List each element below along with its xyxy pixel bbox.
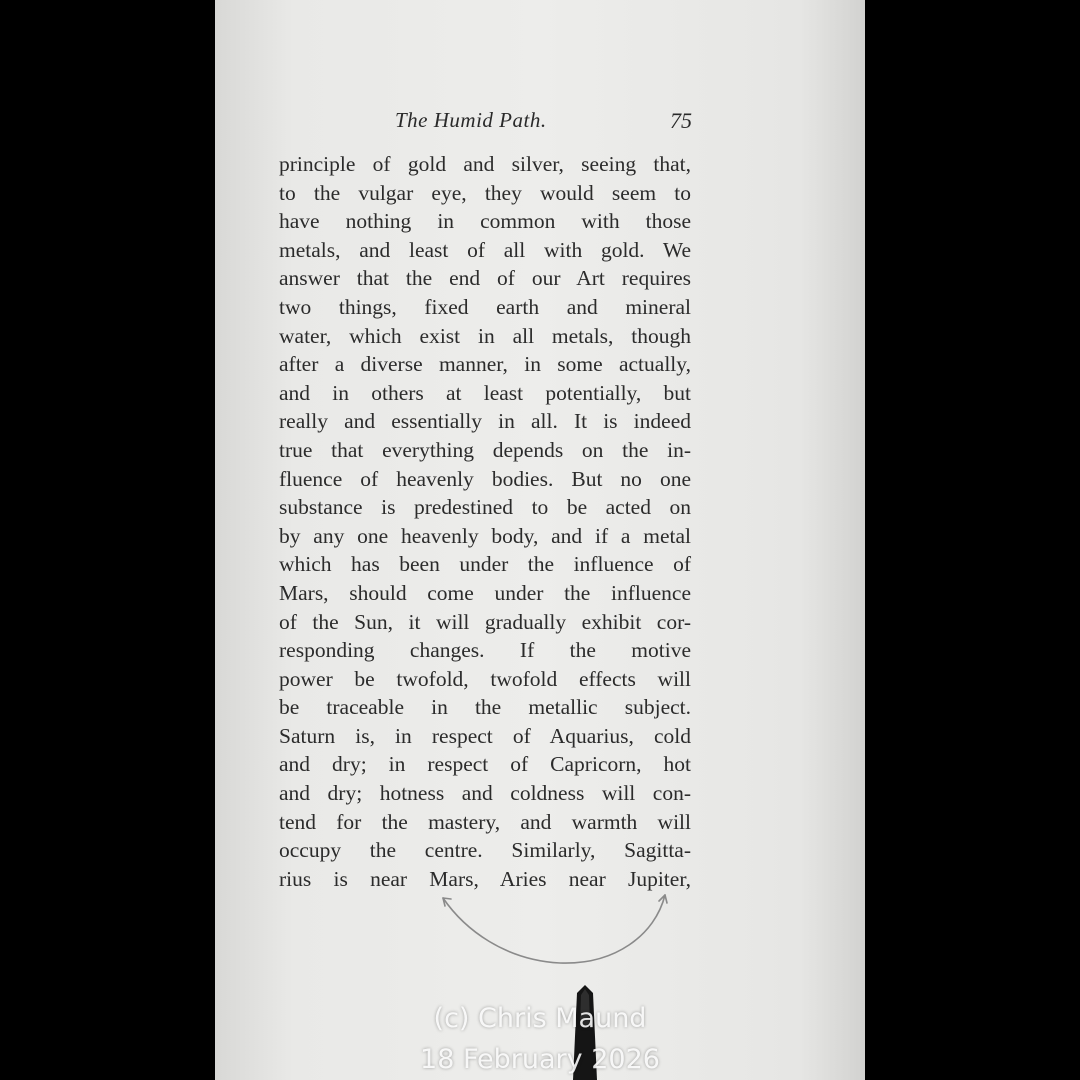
text-line: which has been under the influence of	[279, 552, 691, 577]
text-line: fluence of heavenly bodies. But no one	[279, 466, 691, 491]
text-line: and in others at least potentially, but	[279, 380, 691, 405]
text-line: metals, and least of all with gold. We	[279, 237, 691, 262]
text-line: to the vulgar eye, they would seem to	[279, 180, 691, 205]
watermark-date: 18 February 2026	[420, 1044, 660, 1075]
pencil-arc-mark	[215, 0, 865, 1080]
text-line: Mars, should come under the influence	[279, 580, 691, 605]
text-line: water, which exist in all metals, though	[279, 323, 691, 348]
text-line: be traceable in the metallic subject.	[279, 695, 691, 720]
text-line: occupy the centre. Similarly, Sagitta-	[279, 838, 691, 863]
text-line: two things, fixed earth and mineral	[279, 294, 691, 319]
text-line: of the Sun, it will gradually exhibit cor-	[279, 609, 691, 634]
page-number: 75	[670, 108, 692, 133]
running-head: The Humid Path.	[395, 108, 547, 132]
text-line: substance is predestined to be acted on	[279, 495, 691, 520]
text-line: and dry; in respect of Capricorn, hot	[279, 752, 691, 777]
text-line: and dry; hotness and coldness will con-	[279, 781, 691, 806]
text-line: answer that the end of our Art requires	[279, 266, 691, 291]
text-line: after a diverse manner, in some actually,	[279, 352, 691, 377]
text-line: have nothing in common with those	[279, 209, 691, 234]
text-line: responding changes. If the motive	[279, 638, 691, 663]
text-line: true that everything depends on the in-	[279, 437, 691, 462]
book-page	[215, 0, 865, 1080]
text-line: Saturn is, in respect of Aquarius, cold	[279, 723, 691, 748]
text-line: rius is near Mars, Aries near Jupiter,	[279, 866, 691, 891]
text-line: principle of gold and silver, seeing that,	[279, 152, 691, 176]
watermark-copyright: (c) Chris Maund	[433, 1003, 647, 1034]
text-line: by any one heavenly body, and if a metal	[279, 523, 691, 548]
text-line: tend for the mastery, and warmth will	[279, 809, 691, 834]
text-line: really and essentially in all. It is indeed	[279, 409, 691, 434]
text-line: power be twofold, twofold effects will	[279, 666, 691, 691]
